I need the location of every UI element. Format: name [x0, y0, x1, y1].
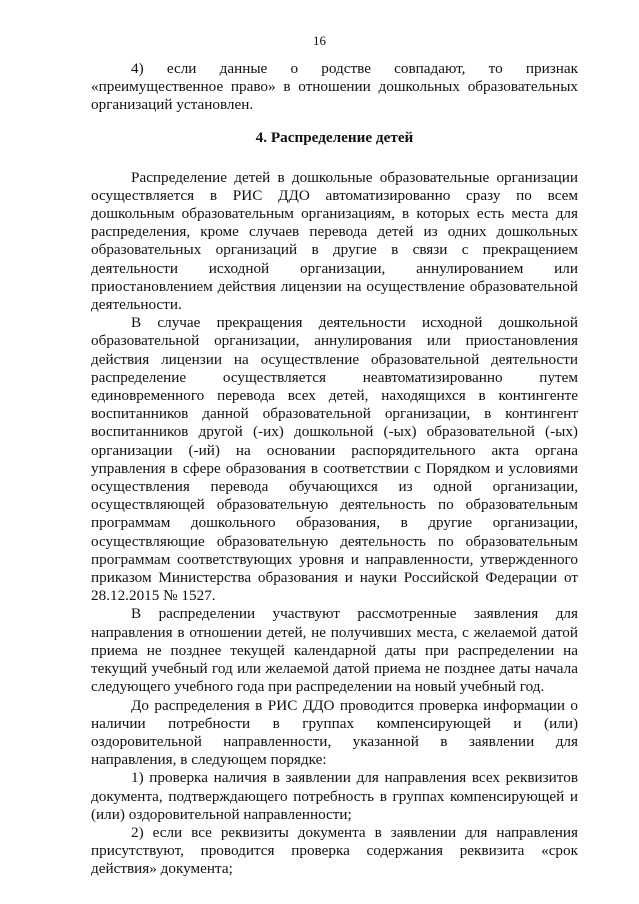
paragraph-check-step-2: 2) если все реквизиты документа в заявлении для направления присутствуют, проводится проверка содержания реквизита «срок действия» документа; [91, 823, 578, 878]
document-body [91, 60, 578, 879]
section-heading: 4. Распределение детей [255, 128, 414, 146]
paragraph-pre-distribution-check: До распределения в РИС ДДО проводится проверка информации о наличии потребности в группах компенсирующей и (или) оздоровительной направленности, указанной в заявлении для направления, в следующем порядке: [91, 696, 578, 769]
paragraph-distribution-intro: Распределение детей в дошкольные образовательные организации осуществляется в РИС ДДО автоматизированно сразу по всем дошкольным образовательным организациям, в которых есть места для распределения, кроме случаев перевода детей из одних дошкольных образовательных организаций в другие в связи с прекращением деятельности исходной организации, аннулированием или приостановлением действия лицензии на осуществление образовательной деятельности. [91, 168, 578, 314]
paragraph-check-step-1: 1) проверка наличия в заявлении для направления всех реквизитов документа, подтверждающего потребность в группах компенсирующей и (или) оздоровительной направленности; [91, 769, 578, 823]
paragraph-preferential-right: 4) если данные о родстве совпадают, то признак «преимущественное право» в отношении дошкольных образовательных организаций установлен. [91, 60, 578, 114]
paragraph-participating-applications: В распределении участвуют рассмотренные заявления для направления в отношении детей, не получивших места, с желаемой датой приема не позднее текущей календарной даты при распределении на текущий учебный год или желаемой датой приема не позднее даты начала следующего учебного года при распределении на новый учебный год. [91, 605, 578, 696]
paragraph-termination-case: В случае прекращения деятельности исходной дошкольной образовательной организации, аннулирования или приостановления действия лицензии на осуществление образовательной деятельности распределение осуществляется неавтоматизированно путем единовременного перевода всех детей, находящихся в контингенте воспитанников данной образовательной организации, в контингент воспитанников другой (-их) дошкольной (-ых) образовательной (-ых) организации (-ий) на основании распорядительного акта органа управления в сфере образования в соответствии с Порядком и условиями осуществления перевода обучающихся из одной организации, осуществляющей образовательную деятельность по образовательным программам дошкольного образования, в другие организации, осуществляющие образовательную деятельность по образовательным программам соответствующих уровня и направленности, утвержденного приказом Министерства образования и науки Российской Федерации от 28.12.2015 № 1527. [91, 314, 578, 605]
page-number: 16 [313, 33, 326, 48]
